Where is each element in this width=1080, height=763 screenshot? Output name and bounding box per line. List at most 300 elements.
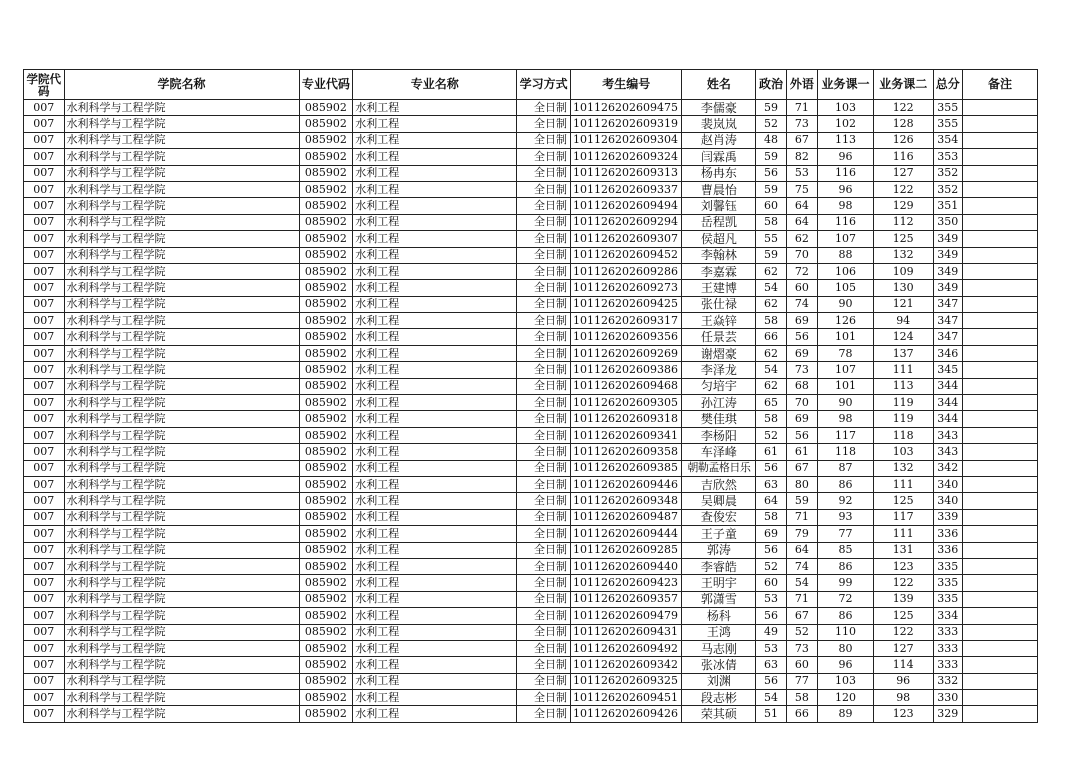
foreign-language-cell: 67	[786, 460, 817, 476]
name-cell: 李翰林	[682, 247, 756, 263]
subject-two-cell: 123	[873, 706, 933, 722]
header-major-name: 专业名称	[353, 70, 517, 100]
total-score-cell: 335	[933, 575, 962, 591]
subject-one-cell: 80	[818, 640, 874, 656]
foreign-language-cell: 74	[786, 558, 817, 574]
major-name-cell: 水利工程	[353, 591, 517, 607]
table-row	[24, 165, 1038, 181]
name-cell: 朝勒孟格日乐	[682, 460, 756, 476]
name-cell: 王焱锌	[682, 313, 756, 329]
candidate-id-cell: 101126202609304	[570, 132, 681, 148]
total-score-cell: 346	[933, 345, 962, 361]
politics-cell: 59	[756, 247, 786, 263]
study-mode-cell: 全日制	[517, 575, 571, 591]
remarks-cell	[962, 640, 1037, 656]
foreign-language-cell: 66	[786, 706, 817, 722]
major-name-cell: 水利工程	[353, 198, 517, 214]
subject-one-cell: 126	[818, 313, 874, 329]
subject-two-cell: 122	[873, 575, 933, 591]
candidate-id-cell: 101126202609492	[570, 640, 681, 656]
college-code-cell: 007	[24, 313, 65, 329]
table-row	[24, 345, 1038, 361]
candidate-id-cell: 101126202609273	[570, 280, 681, 296]
name-cell: 查俊宏	[682, 509, 756, 525]
subject-two-cell: 132	[873, 460, 933, 476]
major-code-cell: 085902	[299, 411, 353, 427]
subject-one-cell: 99	[818, 575, 874, 591]
subject-two-cell: 119	[873, 395, 933, 411]
table-row	[24, 427, 1038, 443]
table-row	[24, 657, 1038, 673]
name-cell: 王建博	[682, 280, 756, 296]
total-score-cell: 332	[933, 673, 962, 689]
table-row	[24, 132, 1038, 148]
table-row	[24, 493, 1038, 509]
study-mode-cell: 全日制	[517, 542, 571, 558]
college-code-cell: 007	[24, 165, 65, 181]
major-name-cell: 水利工程	[353, 460, 517, 476]
foreign-language-cell: 67	[786, 608, 817, 624]
college-name-cell: 水利科学与工程学院	[64, 247, 299, 263]
foreign-language-cell: 74	[786, 296, 817, 312]
subject-two-cell: 130	[873, 280, 933, 296]
college-name-cell: 水利科学与工程学院	[64, 263, 299, 279]
name-cell: 王鸿	[682, 624, 756, 640]
study-mode-cell: 全日制	[517, 427, 571, 443]
subject-two-cell: 114	[873, 657, 933, 673]
subject-two-cell: 111	[873, 526, 933, 542]
college-code-cell: 007	[24, 575, 65, 591]
major-name-cell: 水利工程	[353, 509, 517, 525]
remarks-cell	[962, 280, 1037, 296]
table-row	[24, 624, 1038, 640]
remarks-cell	[962, 149, 1037, 165]
remarks-cell	[962, 329, 1037, 345]
header-foreign-language: 外语	[786, 70, 817, 100]
politics-cell: 53	[756, 591, 786, 607]
name-cell: 李泽龙	[682, 362, 756, 378]
politics-cell: 52	[756, 116, 786, 132]
study-mode-cell: 全日制	[517, 509, 571, 525]
candidate-id-cell: 101126202609318	[570, 411, 681, 427]
name-cell: 李杨阳	[682, 427, 756, 443]
college-code-cell: 007	[24, 100, 65, 116]
header-row	[24, 70, 1038, 100]
remarks-cell	[962, 673, 1037, 689]
college-name-cell: 水利科学与工程学院	[64, 493, 299, 509]
name-cell: 孙江涛	[682, 395, 756, 411]
major-code-cell: 085902	[299, 624, 353, 640]
table-row	[24, 690, 1038, 706]
politics-cell: 58	[756, 411, 786, 427]
college-name-cell: 水利科学与工程学院	[64, 608, 299, 624]
college-code-cell: 007	[24, 460, 65, 476]
college-name-cell: 水利科学与工程学院	[64, 657, 299, 673]
name-cell: 杨冉东	[682, 165, 756, 181]
table-body	[24, 100, 1038, 723]
score-sheet	[23, 69, 1038, 723]
foreign-language-cell: 52	[786, 624, 817, 640]
politics-cell: 62	[756, 296, 786, 312]
college-code-cell: 007	[24, 362, 65, 378]
total-score-cell: 349	[933, 280, 962, 296]
candidate-id-cell: 101126202609385	[570, 460, 681, 476]
remarks-cell	[962, 181, 1037, 197]
remarks-cell	[962, 706, 1037, 722]
major-code-cell: 085902	[299, 181, 353, 197]
study-mode-cell: 全日制	[517, 132, 571, 148]
foreign-language-cell: 56	[786, 329, 817, 345]
college-name-cell: 水利科学与工程学院	[64, 362, 299, 378]
politics-cell: 59	[756, 181, 786, 197]
name-cell: 谢熠豪	[682, 345, 756, 361]
college-code-cell: 007	[24, 444, 65, 460]
subject-one-cell: 96	[818, 657, 874, 673]
politics-cell: 56	[756, 673, 786, 689]
major-code-cell: 085902	[299, 444, 353, 460]
study-mode-cell: 全日制	[517, 345, 571, 361]
college-name-cell: 水利科学与工程学院	[64, 673, 299, 689]
name-cell: 曹晨怡	[682, 181, 756, 197]
header-politics: 政治	[756, 70, 786, 100]
college-name-cell: 水利科学与工程学院	[64, 411, 299, 427]
subject-one-cell: 98	[818, 198, 874, 214]
remarks-cell	[962, 624, 1037, 640]
major-name-cell: 水利工程	[353, 132, 517, 148]
college-name-cell: 水利科学与工程学院	[64, 575, 299, 591]
total-score-cell: 345	[933, 362, 962, 378]
major-name-cell: 水利工程	[353, 329, 517, 345]
candidate-id-cell: 101126202609285	[570, 542, 681, 558]
subject-one-cell: 93	[818, 509, 874, 525]
subject-two-cell: 137	[873, 345, 933, 361]
subject-two-cell: 121	[873, 296, 933, 312]
total-score-cell: 335	[933, 591, 962, 607]
study-mode-cell: 全日制	[517, 657, 571, 673]
politics-cell: 56	[756, 165, 786, 181]
subject-one-cell: 105	[818, 280, 874, 296]
subject-two-cell: 98	[873, 690, 933, 706]
subject-two-cell: 125	[873, 608, 933, 624]
remarks-cell	[962, 198, 1037, 214]
total-score-cell: 344	[933, 378, 962, 394]
subject-two-cell: 125	[873, 493, 933, 509]
college-code-cell: 007	[24, 640, 65, 656]
major-name-cell: 水利工程	[353, 165, 517, 181]
major-code-cell: 085902	[299, 132, 353, 148]
total-score-cell: 344	[933, 395, 962, 411]
college-code-cell: 007	[24, 345, 65, 361]
table-row	[24, 476, 1038, 492]
study-mode-cell: 全日制	[517, 444, 571, 460]
table-row	[24, 706, 1038, 722]
foreign-language-cell: 80	[786, 476, 817, 492]
candidate-id-cell: 101126202609269	[570, 345, 681, 361]
name-cell: 李儒豪	[682, 100, 756, 116]
politics-cell: 53	[756, 640, 786, 656]
header-subject-two: 业务课二	[873, 70, 933, 100]
college-name-cell: 水利科学与工程学院	[64, 509, 299, 525]
college-code-cell: 007	[24, 296, 65, 312]
study-mode-cell: 全日制	[517, 395, 571, 411]
foreign-language-cell: 64	[786, 198, 817, 214]
college-code-cell: 007	[24, 476, 65, 492]
table-row	[24, 313, 1038, 329]
remarks-cell	[962, 132, 1037, 148]
table-row	[24, 526, 1038, 542]
remarks-cell	[962, 542, 1037, 558]
major-code-cell: 085902	[299, 575, 353, 591]
remarks-cell	[962, 378, 1037, 394]
subject-one-cell: 107	[818, 362, 874, 378]
candidate-id-cell: 101126202609357	[570, 591, 681, 607]
foreign-language-cell: 82	[786, 149, 817, 165]
total-score-cell: 333	[933, 640, 962, 656]
remarks-cell	[962, 427, 1037, 443]
college-code-cell: 007	[24, 427, 65, 443]
subject-two-cell: 127	[873, 640, 933, 656]
subject-one-cell: 87	[818, 460, 874, 476]
study-mode-cell: 全日制	[517, 100, 571, 116]
candidate-id-cell: 101126202609325	[570, 673, 681, 689]
study-mode-cell: 全日制	[517, 165, 571, 181]
college-name-cell: 水利科学与工程学院	[64, 313, 299, 329]
total-score-cell: 336	[933, 526, 962, 542]
college-code-cell: 007	[24, 149, 65, 165]
remarks-cell	[962, 690, 1037, 706]
remarks-cell	[962, 313, 1037, 329]
total-score-cell: 352	[933, 165, 962, 181]
remarks-cell	[962, 362, 1037, 378]
subject-one-cell: 118	[818, 444, 874, 460]
foreign-language-cell: 69	[786, 345, 817, 361]
table-row	[24, 395, 1038, 411]
major-code-cell: 085902	[299, 263, 353, 279]
total-score-cell: 354	[933, 132, 962, 148]
foreign-language-cell: 60	[786, 280, 817, 296]
politics-cell: 66	[756, 329, 786, 345]
header-major-code: 专业代码	[299, 70, 353, 100]
table-row	[24, 181, 1038, 197]
table-row	[24, 608, 1038, 624]
college-code-cell: 007	[24, 608, 65, 624]
study-mode-cell: 全日制	[517, 624, 571, 640]
college-name-cell: 水利科学与工程学院	[64, 231, 299, 247]
header-college-name: 学院名称	[64, 70, 299, 100]
total-score-cell: 349	[933, 231, 962, 247]
major-code-cell: 085902	[299, 690, 353, 706]
foreign-language-cell: 69	[786, 313, 817, 329]
remarks-cell	[962, 476, 1037, 492]
college-code-cell: 007	[24, 624, 65, 640]
college-name-cell: 水利科学与工程学院	[64, 460, 299, 476]
name-cell: 郭涛	[682, 542, 756, 558]
politics-cell: 65	[756, 395, 786, 411]
remarks-cell	[962, 395, 1037, 411]
major-code-cell: 085902	[299, 673, 353, 689]
politics-cell: 54	[756, 280, 786, 296]
politics-cell: 60	[756, 198, 786, 214]
major-code-cell: 085902	[299, 149, 353, 165]
major-code-cell: 085902	[299, 280, 353, 296]
subject-two-cell: 118	[873, 427, 933, 443]
table-row	[24, 460, 1038, 476]
politics-cell: 59	[756, 149, 786, 165]
candidate-id-cell: 101126202609452	[570, 247, 681, 263]
remarks-cell	[962, 116, 1037, 132]
subject-one-cell: 98	[818, 411, 874, 427]
subject-one-cell: 102	[818, 116, 874, 132]
subject-one-cell: 77	[818, 526, 874, 542]
candidate-id-cell: 101126202609426	[570, 706, 681, 722]
total-score-cell: 340	[933, 493, 962, 509]
subject-two-cell: 122	[873, 100, 933, 116]
major-name-cell: 水利工程	[353, 149, 517, 165]
college-code-cell: 007	[24, 411, 65, 427]
subject-one-cell: 113	[818, 132, 874, 148]
major-name-cell: 水利工程	[353, 181, 517, 197]
name-cell: 张冰倩	[682, 657, 756, 673]
foreign-language-cell: 53	[786, 165, 817, 181]
major-name-cell: 水利工程	[353, 427, 517, 443]
study-mode-cell: 全日制	[517, 280, 571, 296]
candidate-id-cell: 101126202609423	[570, 575, 681, 591]
politics-cell: 48	[756, 132, 786, 148]
major-name-cell: 水利工程	[353, 100, 517, 116]
politics-cell: 54	[756, 362, 786, 378]
candidate-id-cell: 101126202609294	[570, 214, 681, 230]
college-code-cell: 007	[24, 706, 65, 722]
table-row	[24, 149, 1038, 165]
major-code-cell: 085902	[299, 378, 353, 394]
subject-two-cell: 111	[873, 476, 933, 492]
major-name-cell: 水利工程	[353, 313, 517, 329]
table-row	[24, 509, 1038, 525]
name-cell: 匀培宇	[682, 378, 756, 394]
major-name-cell: 水利工程	[353, 395, 517, 411]
table-row	[24, 640, 1038, 656]
foreign-language-cell: 62	[786, 231, 817, 247]
total-score-cell: 352	[933, 181, 962, 197]
major-name-cell: 水利工程	[353, 296, 517, 312]
college-code-cell: 007	[24, 132, 65, 148]
college-code-cell: 007	[24, 657, 65, 673]
table-row	[24, 214, 1038, 230]
major-code-cell: 085902	[299, 608, 353, 624]
major-code-cell: 085902	[299, 640, 353, 656]
study-mode-cell: 全日制	[517, 673, 571, 689]
study-mode-cell: 全日制	[517, 296, 571, 312]
subject-two-cell: 94	[873, 313, 933, 329]
major-code-cell: 085902	[299, 345, 353, 361]
foreign-language-cell: 56	[786, 427, 817, 443]
politics-cell: 58	[756, 509, 786, 525]
table-row	[24, 378, 1038, 394]
major-name-cell: 水利工程	[353, 378, 517, 394]
candidate-id-cell: 101126202609468	[570, 378, 681, 394]
college-name-cell: 水利科学与工程学院	[64, 100, 299, 116]
college-code-cell: 007	[24, 198, 65, 214]
major-name-cell: 水利工程	[353, 542, 517, 558]
admission-score-table	[23, 69, 1038, 723]
college-code-cell: 007	[24, 214, 65, 230]
name-cell: 张仕禄	[682, 296, 756, 312]
total-score-cell: 349	[933, 263, 962, 279]
remarks-cell	[962, 345, 1037, 361]
politics-cell: 62	[756, 378, 786, 394]
candidate-id-cell: 101126202609386	[570, 362, 681, 378]
foreign-language-cell: 67	[786, 132, 817, 148]
subject-one-cell: 86	[818, 476, 874, 492]
table-row	[24, 673, 1038, 689]
candidate-id-cell: 101126202609337	[570, 181, 681, 197]
table-row	[24, 198, 1038, 214]
politics-cell: 54	[756, 690, 786, 706]
study-mode-cell: 全日制	[517, 329, 571, 345]
major-name-cell: 水利工程	[353, 558, 517, 574]
candidate-id-cell: 101126202609479	[570, 608, 681, 624]
foreign-language-cell: 71	[786, 100, 817, 116]
major-code-cell: 085902	[299, 476, 353, 492]
subject-one-cell: 85	[818, 542, 874, 558]
college-code-cell: 007	[24, 493, 65, 509]
candidate-id-cell: 101126202609313	[570, 165, 681, 181]
study-mode-cell: 全日制	[517, 640, 571, 656]
remarks-cell	[962, 263, 1037, 279]
total-score-cell: 330	[933, 690, 962, 706]
header-candidate-id: 考生编号	[570, 70, 681, 100]
college-code-cell: 007	[24, 526, 65, 542]
major-name-cell: 水利工程	[353, 247, 517, 263]
major-name-cell: 水利工程	[353, 575, 517, 591]
header-name: 姓名	[682, 70, 756, 100]
politics-cell: 69	[756, 526, 786, 542]
college-code-cell: 007	[24, 395, 65, 411]
study-mode-cell: 全日制	[517, 476, 571, 492]
subject-two-cell: 119	[873, 411, 933, 427]
foreign-language-cell: 59	[786, 493, 817, 509]
study-mode-cell: 全日制	[517, 214, 571, 230]
table-row	[24, 263, 1038, 279]
total-score-cell: 353	[933, 149, 962, 165]
name-cell: 杨科	[682, 608, 756, 624]
politics-cell: 52	[756, 558, 786, 574]
politics-cell: 58	[756, 313, 786, 329]
major-name-cell: 水利工程	[353, 345, 517, 361]
foreign-language-cell: 60	[786, 657, 817, 673]
candidate-id-cell: 101126202609286	[570, 263, 681, 279]
name-cell: 王明宇	[682, 575, 756, 591]
total-score-cell: 350	[933, 214, 962, 230]
subject-one-cell: 117	[818, 427, 874, 443]
college-name-cell: 水利科学与工程学院	[64, 165, 299, 181]
remarks-cell	[962, 460, 1037, 476]
college-name-cell: 水利科学与工程学院	[64, 624, 299, 640]
politics-cell: 62	[756, 345, 786, 361]
subject-one-cell: 90	[818, 296, 874, 312]
foreign-language-cell: 54	[786, 575, 817, 591]
college-code-cell: 007	[24, 558, 65, 574]
subject-two-cell: 117	[873, 509, 933, 525]
foreign-language-cell: 61	[786, 444, 817, 460]
college-name-cell: 水利科学与工程学院	[64, 378, 299, 394]
name-cell: 李嘉霖	[682, 263, 756, 279]
total-score-cell: 340	[933, 476, 962, 492]
politics-cell: 63	[756, 657, 786, 673]
remarks-cell	[962, 411, 1037, 427]
college-code-cell: 007	[24, 247, 65, 263]
subject-one-cell: 96	[818, 149, 874, 165]
